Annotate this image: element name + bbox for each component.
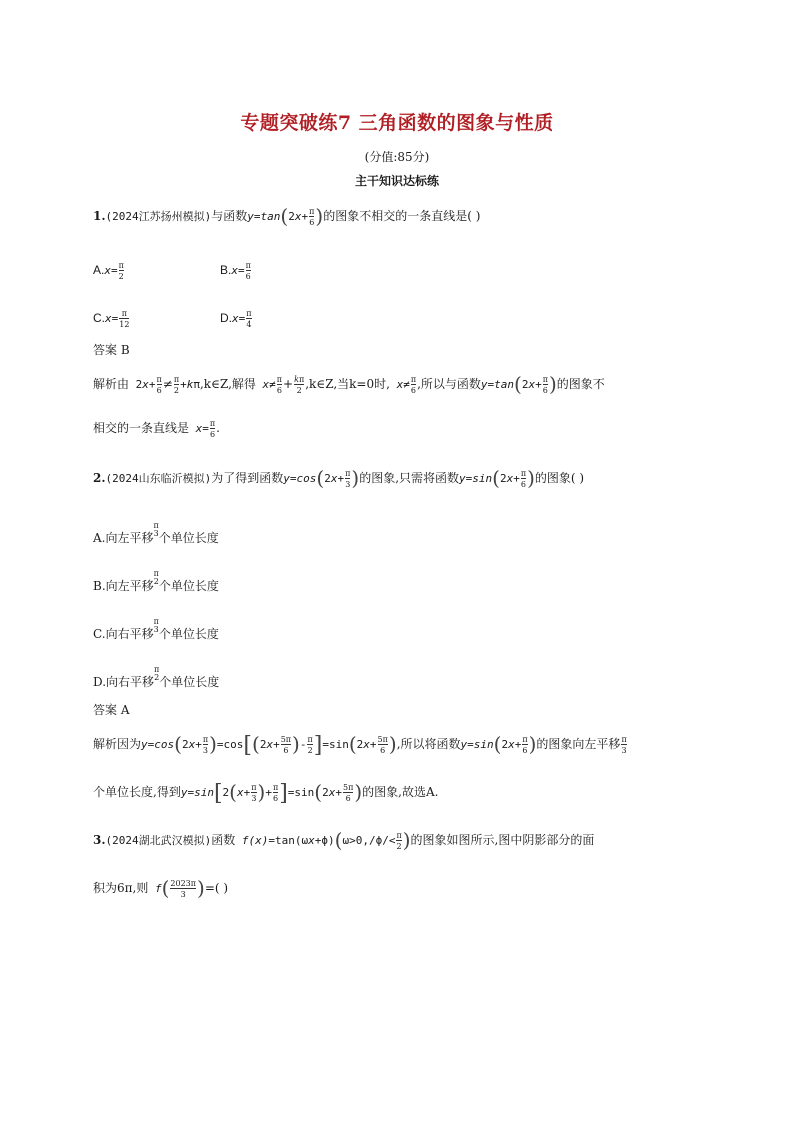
q1-option-b[interactable]: B.x= $\frac{\pi}{6}$ [220, 260, 251, 281]
q2-option-c[interactable]: C.向右平移π 3个单位长度 [93, 617, 219, 641]
page-title: 专题突破练7 三角函数的图象与性质 [240, 112, 554, 134]
question-1-stem: 1.(2024江苏扬州模拟)与函数y=tan(2x+ $\frac{\pi}{6}$ )的图象不相交的一条直线是( ) [93, 204, 481, 228]
q1-analysis-line1: 解析由 2x+ $\frac{\pi}{6}$ ≠ $\frac{\pi}{2}$ +kπ,k∈Z,解得 x≠ $\frac{\pi}{6}$ + $\frac{k\pi}{2}$ ,k∈Z,当k=0时, x≠ $\frac{\pi}{6}$ ,所以与函数y=tan(2x+ $\frac{\pi}{6}$ )的图象不 [93, 372, 605, 396]
score-note: (分值:85分) [364, 150, 430, 164]
q2-option-b[interactable]: B.向左平移π 2个单位长度 [93, 569, 219, 593]
q1-answer: 答案 B [93, 343, 130, 357]
q2-option-d[interactable]: D.向右平移π 2个单位长度 [93, 665, 220, 689]
q2-answer: 答案 A [93, 703, 130, 717]
question-2-stem: 2.(2024山东临沂模拟)为了得到函数y=cos(2x+ $\frac{\pi}{3}$ )的图象,只需将函数y=sin(2x+ $\frac{\pi}{6}$ )的图象( ) [93, 466, 585, 490]
question-3-stem-line2: 积为6π,则 f( $\frac{2023\pi}{3}$ )=( ) [93, 876, 229, 900]
q1-option-d[interactable]: D.x= $\frac{\pi}{4}$ [220, 308, 252, 329]
q1-analysis-line2: 相交的一条直线是 x= $\frac{\pi}{6}$ . [93, 418, 220, 439]
q2-option-a[interactable]: A.向左平移π 3个单位长度 [93, 521, 219, 545]
section-heading: 主干知识达标练 [354, 174, 439, 188]
q1-option-a[interactable]: A.x= $\frac{\pi}{2}$ [93, 260, 124, 281]
q1-option-c[interactable]: C.x= $\frac{\pi}{12}$ [93, 308, 130, 329]
q2-analysis-line1: 解析因为y=cos(2x+ $\frac{\pi}{3}$ )=cos[(2x+ $\frac{5\pi}{6}$ )- $\frac{\pi}{2}$ ]=sin(2x+ $\frac{5\pi}{6}$ ),所以将函数y=sin(2x+ $\frac{\pi}{6}$ )的图象向左平移 $\frac{\pi}{3}$ [93, 732, 627, 758]
question-3-stem: 3.(2024湖北武汉模拟)函数 f(x)=tan(ωx+ϕ)(ω>0,/ϕ/< $\frac{\pi}{2}$ )的图象如图所示,图中阴影部分的面 [93, 828, 595, 852]
q2-analysis-line2: 个单位长度,得到y=sin[2(x+ $\frac{\pi}{3}$ )+ $\frac{\pi}{6}$ ]=sin(2x+ $\frac{5\pi}{6}$ )的图象,故选A. [93, 780, 439, 806]
